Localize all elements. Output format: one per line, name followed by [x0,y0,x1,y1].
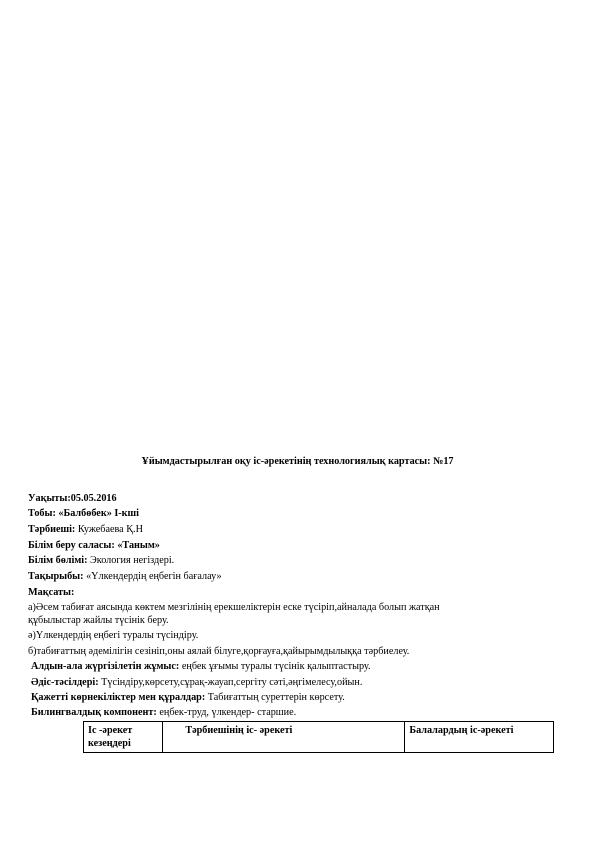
goal-a-line2: құбылыстар жайлы түсінік беру. [28,615,169,626]
activity-table [83,721,554,753]
date-value: 05.05.2016 [70,493,117,504]
group-row [28,507,139,520]
bilingual-value: еңбек-труд, үлкендер- старшие. [159,707,297,718]
teacher-value: Кужебаева Қ.Н [77,524,143,535]
bilingual-label: Билингвалдық компонент: [31,707,157,718]
field-row [28,539,160,552]
materials-value: Табиғаттың суреттерін көрсету. [207,692,345,703]
section-row [28,554,174,567]
methods-value: Түсіндіру,көрсету,сұрақ-жауап,сергіту сәті,әңгімелесу,ойын. [101,677,363,688]
header-stages: Іс -әрекет кезеңдері [84,722,163,753]
teacher-row [28,523,143,536]
goals-label: Мақсаты: [28,587,75,598]
date-label: Уақыты: [28,493,71,504]
header-children-activity: Балалардың іс-әрекеті [405,722,554,753]
topic-label: Тақырыбы: [28,571,84,582]
preliminary-value: еңбек ұғымы туралы түсінік қалыптастыру. [181,661,371,672]
goal-b: б)табиғаттың әдемілігін сезініп,оны аялай білуге,қорғауға,қайырымдылыққа тәрбиелеу. [28,646,410,657]
header-teacher-activity: Тәрбиешінің іс- әрекеті [163,722,405,753]
section-label: Білім бөлімі: [28,555,88,566]
table-header-row [84,722,554,753]
topic-value: «Үлкендердің еңбегін бағалау» [86,571,222,582]
group-value: «Балбөбек» І-кші [58,508,139,519]
preliminary-label: Алдын-ала жүргізілетін жұмыс: [31,661,180,672]
teacher-label: Тәрбиеші: [28,524,76,535]
topic-row [28,570,222,583]
bilingual-row [31,706,296,719]
section-value: Экология негіздері. [90,555,175,566]
methods-label: Әдіс-тәсілдері: [31,677,99,688]
document-title: Ұйымдастырылған оқу іс-әрекетінің технологиялық картасы: №17 [141,456,454,467]
materials-row [31,691,345,704]
goal-a2: ә)Үлкендердің еңбегі туралы түсіндіру. [28,630,199,641]
date-row [28,492,117,505]
preliminary-row [31,660,371,673]
field-label: Білім беру саласы: [28,540,115,551]
methods-row [31,676,362,689]
goal-a-line1: а)Әсем табиғат аясында көктем мезгілінің ерекшеліктерін еске түсіріп,айналада болып жатқан [28,602,440,613]
materials-label: Қажетті көрнекіліктер мен құралдар: [31,692,206,703]
group-label: Тобы: [28,508,56,519]
field-value: «Таным» [117,540,160,551]
